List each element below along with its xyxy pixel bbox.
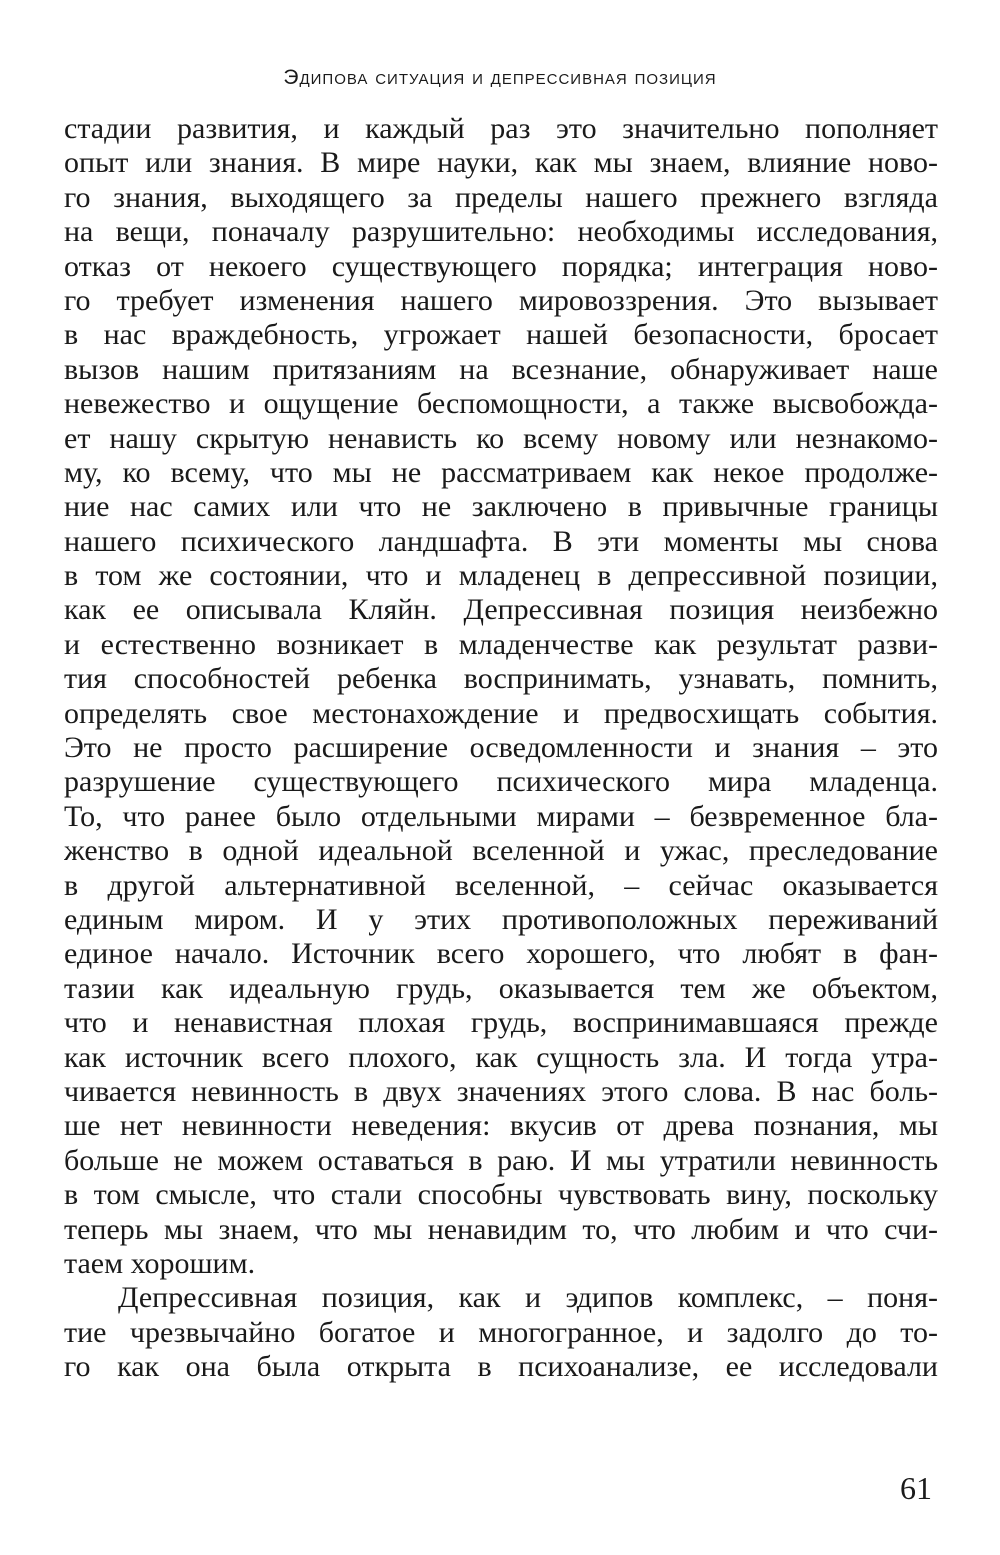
text-line: как источник всего плохого, как сущность зла. И тогда утра-	[64, 1040, 938, 1074]
text-line: Это не просто расширение осведомленности и знания – это	[64, 731, 938, 765]
text-line: опыт или знания. В мире науки, как мы знаем, влияние ново-	[64, 146, 938, 180]
text-line: ет нашу скрытую ненависть ко всему новому или незнакомо-	[64, 421, 938, 455]
text-line: в том смысле, что стали способны чувствовать вину, поскольку	[64, 1178, 938, 1212]
text-line: невежество и ощущение беспомощности, а также высвобожда-	[64, 387, 938, 421]
text-line: на вещи, поначалу разрушительно: необходимы исследования,	[64, 215, 938, 249]
text-line: единым миром. И у этих противоположных переживаний	[64, 902, 938, 936]
text-line: в том же состоянии, что и младенец в депрессивной позиции,	[64, 559, 938, 593]
running-head: Эдипова ситуация и депрессивная позиция	[283, 66, 717, 89]
text-line: го как она была открыта в психоанализе, ее исследовали	[64, 1350, 938, 1384]
text-line: го требует изменения нашего мировоззрения. Это вызывает	[64, 283, 938, 317]
text-line: и естественно возникает в младенчестве как результат разви-	[64, 627, 938, 661]
text-line: ше нет невинности неведения: вкусив от древа познания, мы	[64, 1109, 938, 1143]
text-line: тия способностей ребенка воспринимать, узнавать, помнить,	[64, 662, 938, 696]
text-line: больше не можем оставаться в раю. И мы утратили невинность	[64, 1143, 938, 1177]
text-line: стадии развития, и каждый раз это значительно пополняет	[64, 112, 938, 145]
text-line: ние нас самих или что не заключено в привычные границы	[64, 490, 938, 524]
text-line: тазии как идеальную грудь, оказывается тем же объектом,	[64, 971, 938, 1005]
text-line: теперь мы знаем, что мы ненавидим то, что любим и что счи-	[64, 1212, 938, 1246]
text-line: нашего психического ландшафта. В эти моменты мы снова	[64, 524, 938, 558]
text-line: таем хорошим.	[64, 1246, 256, 1280]
text-line: женство в одной идеальной вселенной и ужас, преследование	[64, 834, 938, 868]
text-line: что и ненавистная плохая грудь, воспринимавшаяся прежде	[64, 1006, 938, 1040]
text-line: То, что ранее было отдельными мирами – безвременное бла-	[64, 799, 938, 833]
text-line: разрушение существующего психического мира младенца.	[64, 765, 938, 799]
text-line: го знания, выходящего за пределы нашего прежнего взгляда	[64, 180, 938, 214]
text-line: в другой альтернативной вселенной, – сейчас оказывается	[64, 868, 938, 902]
text-line: отказ от некоего существующего порядка; интеграция ново-	[64, 249, 938, 283]
text-line: как ее описывала Кляйн. Депрессивная позиция неизбежно	[64, 593, 938, 627]
text-line: определять свое местонахождение и предвосхищать события.	[64, 696, 938, 730]
text-line: Депрессивная позиция, как и эдипов комплекс, – поня-	[118, 1281, 938, 1315]
page-number: 61	[900, 1470, 932, 1506]
text-line: му, ко всему, что мы не рассматриваем как некое продолже-	[64, 455, 938, 489]
text-line: единое начало. Источник всего хорошего, что любят в фан-	[64, 937, 938, 971]
text-line: вызов нашим притязаниям на всезнание, обнаруживает наше	[64, 352, 938, 386]
text-line: в нас враждебность, угрожает нашей безопасности, бросает	[64, 318, 938, 352]
body-text	[64, 112, 938, 1384]
text-line: чивается невинность в двух значениях этого слова. В нас боль-	[64, 1074, 938, 1108]
text-line: тие чрезвычайно богатое и многогранное, и задолго до то-	[64, 1315, 938, 1349]
